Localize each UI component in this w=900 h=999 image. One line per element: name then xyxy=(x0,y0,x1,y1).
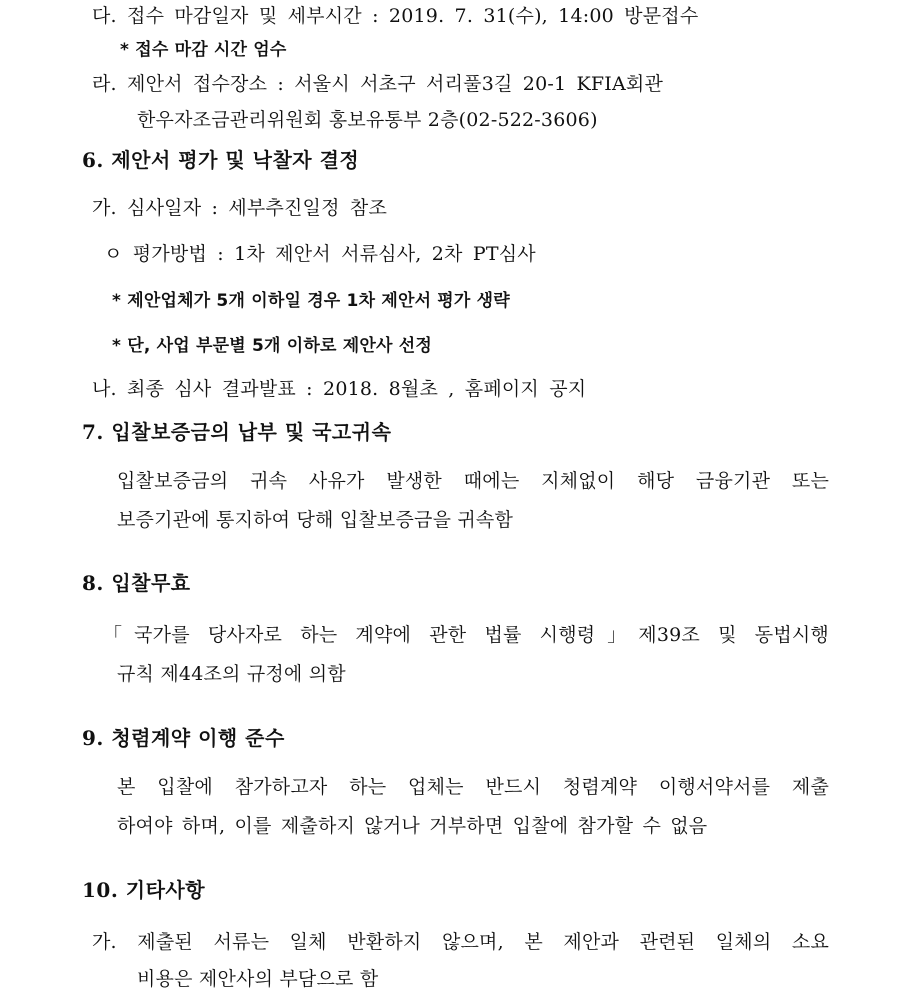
section-7-heading: 7. 입찰보증금의 납부 및 국고귀속 xyxy=(82,420,392,444)
evaluation-method-line: ㅇ 평가방법 : 1차 제안서 서류심사, 2차 PT심사 xyxy=(104,243,536,265)
section-9-paragraph-line-1: 본 입찰에 참가하고자 하는 업체는 반드시 청렴계약 이행서약서를 제출 xyxy=(117,776,829,798)
section-8-paragraph-line-2: 규칙 제44조의 규정에 의함 xyxy=(117,663,346,685)
section-10-paragraph-line-2: 비용은 제안사의 부담으로 함 xyxy=(137,968,379,990)
final-result-line: 나. 최종 심사 결과발표 : 2018. 8월초 , 홈페이지 공지 xyxy=(92,378,587,400)
evaluation-note-2: * 단, 사업 부문별 5개 이하로 제안사 선정 xyxy=(112,336,432,356)
receipt-deadline-line: 다. 접수 마감일자 및 세부시간 : 2019. 7. 31(수), 14:00 방문접수 xyxy=(92,5,699,27)
section-6-heading: 6. 제안서 평가 및 낙찰자 결정 xyxy=(82,148,360,172)
receipt-location-line: 라. 제안서 접수장소 : 서울시 서초구 서리풀3길 20-1 KFIA회관 xyxy=(92,73,664,95)
section-8-heading: 8. 입찰무효 xyxy=(82,571,191,595)
section-9-heading: 9. 청렴계약 이행 준수 xyxy=(82,726,285,750)
evaluation-note-1: * 제안업체가 5개 이하일 경우 1차 제안서 평가 생략 xyxy=(112,291,510,311)
section-10-heading: 10. 기타사항 xyxy=(82,878,206,902)
deadline-note: * 접수 마감 시간 엄수 xyxy=(120,40,287,60)
section-10-paragraph-line-1: 가. 제출된 서류는 일체 반환하지 않으며, 본 제안과 관련된 일체의 소요 xyxy=(92,931,829,953)
section-7-paragraph-line-2: 보증기관에 통지하여 당해 입찰보증금을 귀속함 xyxy=(117,509,514,531)
receipt-location-detail: 한우자조금관리위원회 홍보유통부 2층(02-522-3606) xyxy=(137,109,598,131)
section-8-paragraph-line-1: 「국가를 당사자로 하는 계약에 관한 법률 시행령」제39조 및 동법시행 xyxy=(103,624,829,646)
review-date-line: 가. 심사일자 : 세부추진일정 참조 xyxy=(92,197,388,219)
section-9-paragraph-line-2: 하여야 하며, 이를 제출하지 않거나 거부하면 입찰에 참가할 수 없음 xyxy=(117,815,708,837)
section-7-paragraph-line-1: 입찰보증금의 귀속 사유가 발생한 때에는 지체없이 해당 금융기관 또는 xyxy=(117,470,829,492)
